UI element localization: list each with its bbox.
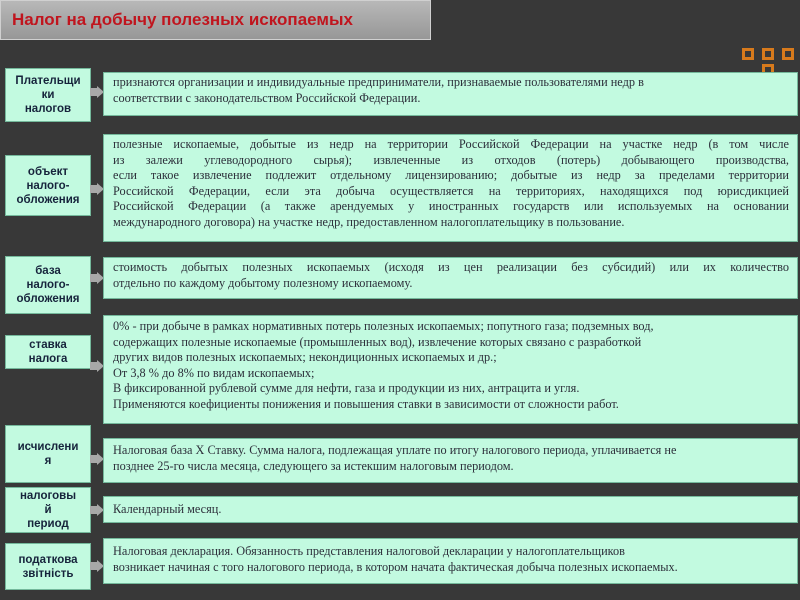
- label-line: ставка: [29, 339, 67, 351]
- content-tax-reporting: [103, 538, 798, 584]
- decorative-square-2: [762, 48, 774, 60]
- label-line: налого-: [26, 279, 70, 291]
- text-line: стоимость добытых полезных ископаемых (исходя из цен реализации без субсидий) или их количество: [113, 260, 789, 274]
- text-line: 0% - при добыче в рамках нормативных потерь полезных ископаемых; попутного газа; подземных вод,: [113, 319, 654, 333]
- text-line: других видов полезных ископаемых; некондиционных ископаемых и др.;: [113, 350, 497, 364]
- content-tax-period: [103, 496, 798, 523]
- text-line: из залежи углеводородного сырья); извлеченные из отходов (потерь) добывающего производства,: [113, 152, 789, 167]
- arrow-icon: [90, 360, 104, 372]
- text-line: В фиксированной рублевой сумме для нефти, газа и продукции из них, антрацита и угля.: [113, 381, 580, 395]
- text-line: признаются организации и индивидуальные предприниматели, признаваемые пользователями недр в: [113, 75, 644, 89]
- text-line: соответствии с законодательством Российской Федерации.: [113, 90, 421, 105]
- label-line: я: [44, 455, 52, 467]
- label-line: обложения: [16, 293, 80, 305]
- label-line: объект: [27, 165, 69, 178]
- title-banner: [0, 0, 431, 40]
- arrow-icon: [90, 86, 104, 98]
- text-line: От 3,8 % до 8% по видам ископаемых;: [113, 365, 315, 380]
- content-tax-rate: [103, 315, 798, 424]
- label-line: налоговы: [19, 490, 77, 502]
- decorative-square-3: [782, 48, 794, 60]
- page-title: Налог на добычу полезных ископаемых: [12, 10, 353, 29]
- label-tax-reporting: [5, 543, 91, 590]
- text-line: Календарный месяц.: [113, 502, 222, 516]
- content-calculation: [103, 438, 798, 483]
- label-line: база: [35, 265, 61, 277]
- label-line: исчислени: [17, 441, 79, 453]
- arrow-icon: [90, 183, 104, 195]
- content-taxation-object: [103, 134, 798, 242]
- arrow-icon: [90, 504, 104, 516]
- label-tax-period: [5, 487, 91, 533]
- text-line: отдельно по каждому добытому полезному ископаемому.: [113, 275, 413, 290]
- label-line: налогов: [24, 103, 72, 115]
- label-line: ки: [41, 89, 55, 101]
- text-line: международного договора) на участке недр, предоставленном налогоплательщику в пользование.: [113, 214, 625, 229]
- content-payers: [103, 72, 798, 116]
- label-line: период: [27, 518, 69, 530]
- text-line: Российской Федерации, если эта добыча осуществляется на территориях, находящихся под юрисдикцией: [113, 183, 789, 198]
- label-taxation-object: [5, 155, 91, 216]
- text-line: позднее 25-го числа месяца, следующего за истекшим налоговым периодом.: [113, 458, 514, 473]
- text-line: Применяются коефициенты понижения и повышения ставки в зависимости от сложности работ.: [113, 396, 619, 411]
- text-line: возникает начиная с того налогового периода, в котором начата фактическая добыча полезных ископаемых.: [113, 559, 678, 574]
- arrow-icon: [90, 560, 104, 572]
- text-line: если такое извлечение подлежит отдельному лицензированию; добытые из недр за пределами территории: [113, 168, 789, 182]
- text-line: полезные ископаемые, добытые из недр на территории Российской Федерации на участке недр (в том числе: [113, 137, 789, 151]
- content-taxation-base: [103, 257, 798, 299]
- label-line: налога: [28, 353, 68, 365]
- arrow-icon: [90, 272, 104, 284]
- arrow-icon: [90, 453, 104, 465]
- label-line: звітність: [22, 567, 74, 580]
- label-tax-rate: [5, 335, 91, 369]
- label-line: й: [44, 504, 52, 516]
- label-line: податкова: [18, 553, 78, 566]
- text-line: Российской Федерации (а также арендуемых у иностранных государств или используемых на основании: [113, 199, 789, 213]
- label-line: обложения: [16, 193, 80, 206]
- label-line: Плательщи: [15, 75, 81, 87]
- decorative-square-1: [742, 48, 754, 60]
- text-line: Налоговая база Х Ставку. Сумма налога, подлежащая уплате по итогу налогового периода, уплачивается не: [113, 443, 677, 457]
- text-line: Налоговая декларация. Обязанность представления налоговой декларации у налогоплательщиков: [113, 544, 625, 558]
- label-taxation-base: [5, 256, 91, 314]
- label-calculation: [5, 425, 91, 483]
- label-line: налого-: [26, 179, 70, 192]
- label-payers: [5, 68, 91, 122]
- text-line: содержащих полезные ископаемые (промышленных вод), извлечение которых связано с разработкой: [113, 334, 642, 349]
